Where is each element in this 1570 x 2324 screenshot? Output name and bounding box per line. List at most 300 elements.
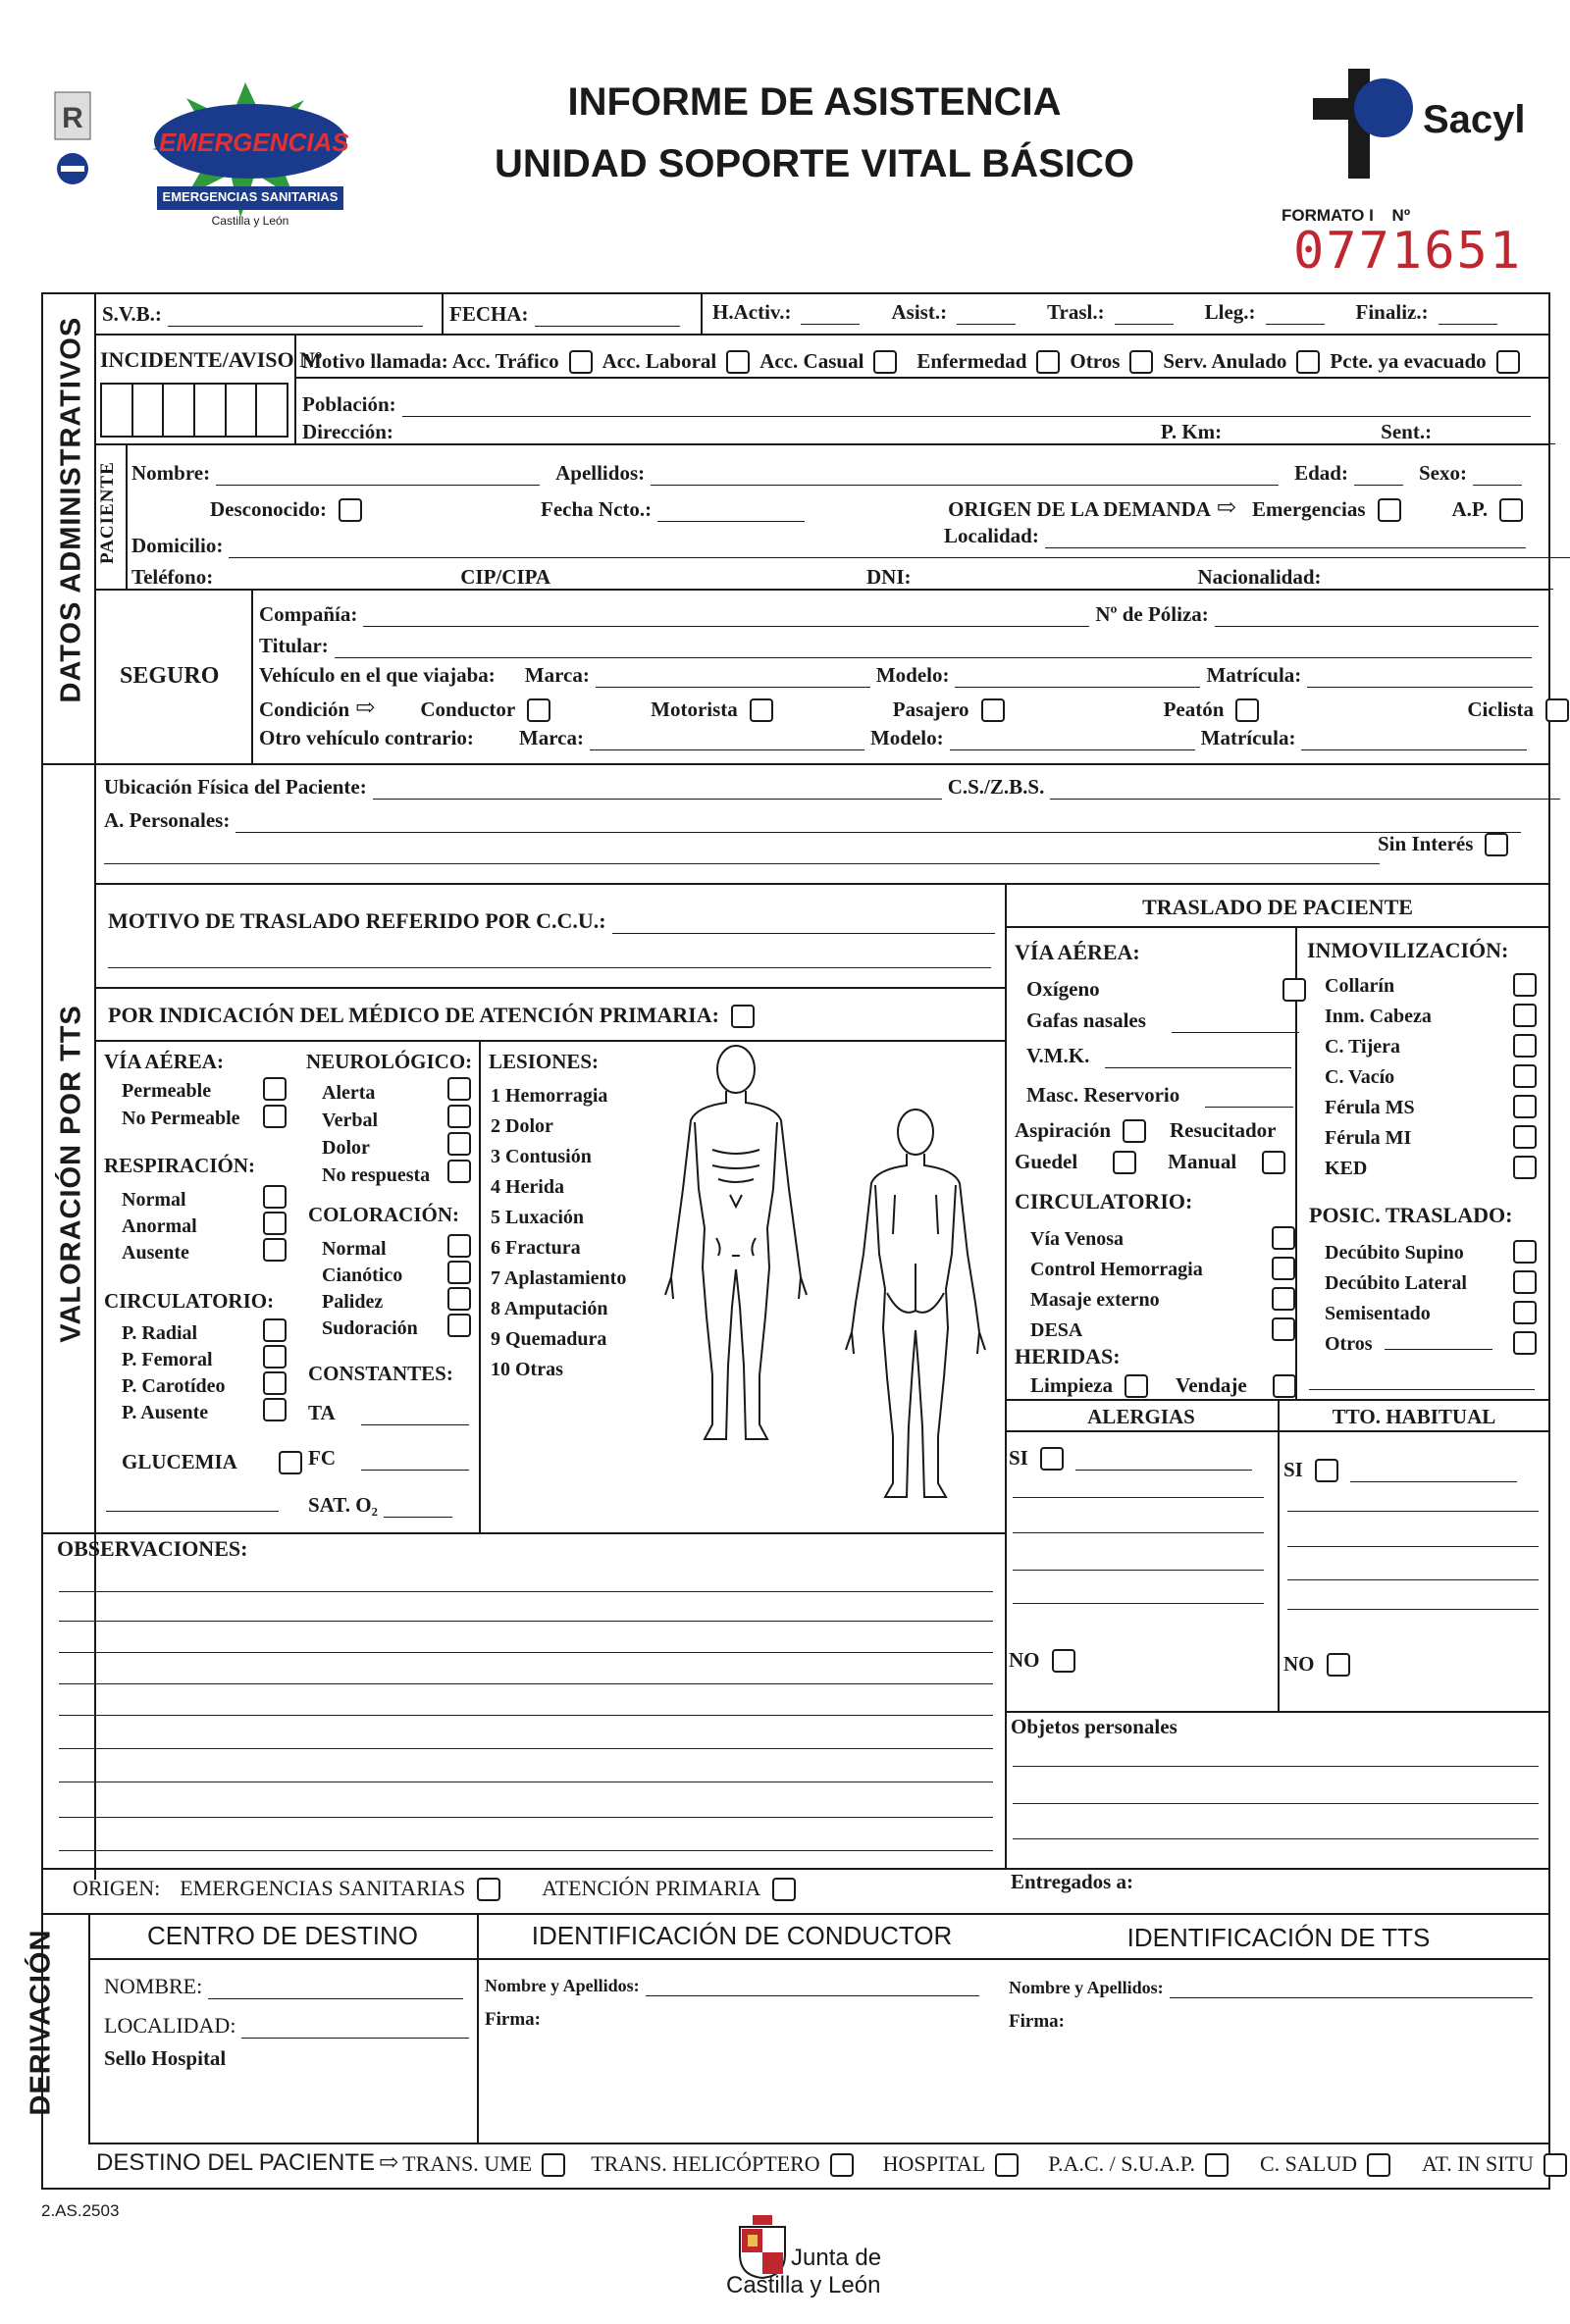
inm-cabeza-checkbox[interactable]: [1513, 1004, 1537, 1027]
cianotico-item: [322, 1263, 418, 1289]
c-tijera-item: C. Tijera: [1325, 1036, 1401, 1058]
poblacion-field[interactable]: [402, 398, 1531, 417]
lesion-item: 6 Fractura: [491, 1237, 581, 1259]
traslado-circulatorio-label: CIRCULATORIO:: [1015, 1189, 1193, 1214]
atencion-primaria-checkbox[interactable]: [772, 1878, 796, 1901]
poblacion-row: [302, 392, 1531, 417]
origen-row: [73, 1876, 802, 1901]
color-normal-checkbox[interactable]: [447, 1234, 471, 1258]
cip-label: CIP/CIPA: [460, 565, 551, 589]
conductor-checkbox[interactable]: [527, 698, 550, 722]
vendaje-label: Vendaje: [1176, 1373, 1247, 1397]
peaton-checkbox[interactable]: [1235, 698, 1259, 722]
emergencias-region-text: Castilla y León: [211, 214, 289, 228]
resp-anormal-checkbox[interactable]: [263, 1212, 287, 1235]
posic-list: [1325, 1238, 1492, 1360]
tto-label: TTO. HABITUAL: [1332, 1405, 1496, 1428]
junta-line2: Castilla y León: [726, 2272, 881, 2298]
trans-helicoptero-label: TRANS. HELICÓPTERO: [591, 2151, 820, 2176]
respiracion-list: [122, 1187, 197, 1266]
origen-label: ORIGEN:: [73, 1876, 161, 1900]
aspiracion-row: [1015, 1118, 1277, 1143]
times-group: [712, 300, 1497, 325]
dni-field[interactable]: [917, 571, 1192, 590]
no-permeable-item: [122, 1105, 240, 1132]
modelo-field[interactable]: [955, 669, 1200, 688]
emergencias-logo: [147, 80, 353, 228]
apersonales-field[interactable]: [236, 814, 1521, 833]
centro-localidad-row: [104, 2013, 469, 2039]
svg-text:R: R: [62, 102, 83, 134]
motivo-label: Motivo llamada:: [302, 349, 448, 373]
emergencias-sanitarias-checkbox[interactable]: [477, 1878, 500, 1901]
nombre-row: [131, 461, 1522, 486]
conductor-nombre-row: [485, 1976, 979, 1996]
decubito-lateral-checkbox[interactable]: [1513, 1270, 1537, 1294]
centro-localidad-label: LOCALIDAD:: [104, 2013, 236, 2038]
motivo-acc-trafico-checkbox[interactable]: [569, 350, 593, 374]
trans-ume-checkbox[interactable]: [542, 2153, 565, 2177]
pkm-field[interactable]: [1228, 426, 1365, 444]
decubito-lateral-item: Decúbito Lateral: [1325, 1272, 1467, 1294]
svb-field[interactable]: [168, 308, 423, 327]
domicilio-label: Domicilio:: [131, 534, 224, 557]
p-radial-checkbox[interactable]: [263, 1318, 287, 1342]
inmo-list: [1325, 971, 1432, 1184]
lesion-item: 9 Quemadura: [491, 1328, 607, 1350]
ciclista-checkbox[interactable]: [1545, 698, 1569, 722]
control-hemorragia-checkbox[interactable]: [1272, 1257, 1295, 1280]
palidez-checkbox[interactable]: [447, 1287, 471, 1311]
collarin-item: Collarín: [1325, 975, 1395, 997]
circulatorio-checkboxes: [257, 1317, 292, 1422]
alergias-label: ALERGIAS: [1087, 1405, 1195, 1428]
posic-checkboxes: [1507, 1236, 1543, 1358]
poliza-field[interactable]: [1215, 608, 1539, 627]
asist-field[interactable]: [957, 306, 1016, 325]
tto-si-field[interactable]: [1350, 1464, 1517, 1482]
p-carotideo-checkbox[interactable]: [263, 1371, 287, 1395]
semisentado-checkbox[interactable]: [1513, 1301, 1537, 1324]
pasajero-checkbox[interactable]: [981, 698, 1005, 722]
no-permeable-checkbox[interactable]: [263, 1105, 287, 1128]
formato-text: FORMATO I: [1282, 206, 1374, 225]
via-venosa-item: Vía Venosa: [1030, 1228, 1125, 1250]
masaje-externo-checkbox[interactable]: [1272, 1287, 1295, 1311]
centro-nombre-label: NOMBRE:: [104, 1974, 203, 1998]
motivo-serv-anulado-checkbox[interactable]: [1296, 350, 1320, 374]
vendaje-checkbox[interactable]: [1273, 1374, 1296, 1398]
motivo-acc-casual-checkbox[interactable]: [873, 350, 897, 374]
collarin-checkbox[interactable]: [1513, 973, 1537, 997]
verbal-checkbox[interactable]: [447, 1105, 471, 1128]
alerta-item: [322, 1079, 430, 1107]
sacyl-text: Sacyl: [1423, 98, 1526, 141]
glucemia-label: GLUCEMIA: [122, 1450, 237, 1473]
p-ausente-label: P. Ausente: [122, 1402, 209, 1423]
sin-interes-label: Sin Interés: [1378, 832, 1474, 855]
otros-checkbox[interactable]: [1513, 1331, 1537, 1355]
dni-label: DNI:: [866, 565, 912, 589]
fecha-group: [449, 302, 680, 327]
ferula-mi-checkbox[interactable]: [1513, 1125, 1537, 1149]
motivo-acc-laboral: Acc. Laboral: [602, 349, 717, 373]
otro-modelo-field[interactable]: [950, 732, 1195, 750]
ferula-mi-item: Férula MI: [1325, 1127, 1412, 1149]
nombre-field[interactable]: [216, 467, 540, 486]
motivo-pcte-evacuado-checkbox[interactable]: [1496, 350, 1520, 374]
condicion-label: Condición: [259, 697, 350, 721]
no-respuesta-checkbox[interactable]: [447, 1160, 471, 1183]
motivo-acc-trafico: Acc. Tráfico: [451, 349, 559, 373]
asist-label: Asist.:: [891, 300, 948, 324]
pasajero-label: Pasajero: [892, 697, 969, 721]
desconocido-checkbox[interactable]: [339, 498, 362, 522]
condicion-row: [259, 693, 1570, 722]
centro-nombre-field[interactable]: [208, 1981, 463, 1999]
vmk-row: [1026, 1044, 1291, 1068]
emergencias-checkbox[interactable]: [1378, 498, 1401, 522]
resp-ausente-label: Ausente: [122, 1242, 189, 1264]
p-radial-item: [122, 1320, 226, 1347]
lesion-item: 2 Dolor: [491, 1115, 553, 1137]
lesion-item: 1 Hemorragia: [491, 1085, 608, 1107]
conductor-nombre-field[interactable]: [646, 1978, 979, 1996]
traslado-circ-list: [1030, 1224, 1203, 1346]
marca-label: Marca:: [524, 663, 590, 687]
motivo-row: [302, 349, 1526, 374]
lesion-item: 5 Luxación: [491, 1207, 585, 1228]
numero-label: Nº: [1391, 206, 1411, 225]
emergencias-label: Emergencias: [1252, 497, 1366, 521]
sent-field[interactable]: [1438, 426, 1555, 444]
matricula-field[interactable]: [1307, 669, 1533, 688]
ferula-ms-checkbox[interactable]: [1513, 1095, 1537, 1118]
hactiv-label: H.Activ.:: [712, 300, 792, 324]
origen-demanda-label: ORIGEN DE LA DEMANDA: [948, 497, 1211, 521]
p-carotideo-item: [122, 1373, 226, 1400]
motivo-serv-anulado: Serv. Anulado: [1163, 349, 1287, 373]
telefono-field[interactable]: [219, 571, 454, 590]
cianotico-label: Cianótico: [322, 1265, 403, 1286]
direccion-label: Dirección:: [302, 420, 393, 443]
guedel-checkbox[interactable]: [1113, 1151, 1136, 1174]
resp-anormal-item: [122, 1214, 197, 1240]
respiracion-checkboxes: [257, 1183, 292, 1263]
centro-localidad-field[interactable]: [241, 2020, 469, 2039]
apellidos-field[interactable]: [651, 467, 1279, 486]
trans-ume-label: TRANS. UME: [402, 2151, 533, 2176]
constantes-label: CONSTANTES:: [308, 1362, 453, 1385]
inmo-checkboxes: [1507, 969, 1543, 1182]
sin-interes-checkbox[interactable]: [1485, 833, 1508, 856]
motivo-otros-checkbox[interactable]: [1129, 350, 1153, 374]
manual-checkbox[interactable]: [1262, 1151, 1285, 1174]
otro-matricula-label: Matrícula:: [1200, 726, 1296, 749]
pkm-label: P. Km:: [1160, 420, 1223, 443]
traslado-via-aerea-label: VÍA AÉREA:: [1015, 940, 1140, 964]
alerta-checkbox[interactable]: [447, 1077, 471, 1101]
permeable-checkbox[interactable]: [263, 1077, 287, 1101]
indicacion-checkbox[interactable]: [731, 1005, 755, 1028]
ta-field[interactable]: [361, 1407, 469, 1425]
form-title-line1: INFORME DE ASISTENCIA: [567, 80, 1062, 124]
otro-marca-field[interactable]: [590, 732, 864, 750]
titular-label: Titular:: [259, 634, 329, 657]
motivo-pcte-evacuado: Pcte. ya evacuado: [1330, 349, 1487, 373]
sudoracion-checkbox[interactable]: [447, 1314, 471, 1337]
alergias-no-checkbox[interactable]: [1052, 1649, 1075, 1673]
masc-row: [1026, 1083, 1293, 1108]
titular-field[interactable]: [335, 640, 1532, 658]
hactiv-field[interactable]: [801, 306, 860, 325]
glucemia-checkbox[interactable]: [279, 1451, 302, 1474]
alergias-si-field[interactable]: [1075, 1452, 1252, 1471]
c-salud-checkbox[interactable]: [1367, 2153, 1390, 2177]
edad-field[interactable]: [1354, 467, 1403, 486]
via-venosa-checkbox[interactable]: [1272, 1226, 1295, 1250]
vehiculo-row: [259, 663, 1533, 688]
pac-suap-label: P.A.C. / S.U.A.P.: [1048, 2151, 1195, 2176]
color-normal-label: Normal: [322, 1238, 387, 1260]
ta-label: TA: [308, 1401, 336, 1424]
ubicacion-field[interactable]: [373, 781, 942, 800]
peaton-label: Peatón: [1163, 697, 1225, 721]
indicacion-row: [108, 1003, 760, 1028]
ap-label: A.P.: [1451, 497, 1489, 521]
tts-nombre-label: Nombre y Apellidos:: [1009, 1978, 1164, 1997]
incidente-boxes[interactable]: [100, 383, 288, 438]
decubito-supino-checkbox[interactable]: [1513, 1240, 1537, 1264]
heridas-label: HERIDAS:: [1015, 1344, 1121, 1369]
destino-label: DESTINO DEL PACIENTE: [96, 2149, 376, 2176]
no-permeable-label: No Permeable: [122, 1108, 240, 1129]
tts-nombre-row: [1009, 1978, 1533, 1998]
otro-matricula-field[interactable]: [1301, 732, 1527, 750]
apersonales-row: [104, 808, 1521, 833]
poliza-label: Nº de Póliza:: [1095, 602, 1209, 626]
guedel-label: Guedel: [1015, 1150, 1078, 1173]
fecha-ncto-field[interactable]: [657, 503, 805, 522]
no-respuesta-label: No respuesta: [322, 1164, 431, 1186]
inm-cabeza-item: Inm. Cabeza: [1325, 1006, 1432, 1027]
ked-checkbox[interactable]: [1513, 1156, 1537, 1179]
decubito-supino-item: Decúbito Supino: [1325, 1242, 1464, 1264]
sin-interes-row: [1378, 832, 1514, 856]
gafas-label: Gafas nasales: [1026, 1008, 1146, 1032]
compania-label: Compañía:: [259, 602, 358, 626]
apersonales-label: A. Personales:: [104, 808, 231, 832]
ta-row: [308, 1401, 469, 1425]
desa-checkbox[interactable]: [1272, 1317, 1295, 1341]
sello-label: Sello Hospital: [104, 2046, 227, 2070]
dolor-checkbox[interactable]: [447, 1132, 471, 1156]
motivo-enfermedad-checkbox[interactable]: [1036, 350, 1060, 374]
pac-suap-checkbox[interactable]: [1205, 2153, 1229, 2177]
traslado-circ-checkboxes: [1266, 1222, 1301, 1344]
nacionalidad-field[interactable]: [1328, 571, 1553, 590]
color-normal-item: [322, 1236, 418, 1263]
oxigeno-checkbox[interactable]: [1282, 978, 1306, 1002]
resucitador-label: Resucitador: [1170, 1118, 1277, 1142]
modelo-label: Modelo:: [875, 663, 950, 687]
c-tijera-checkbox[interactable]: [1513, 1034, 1537, 1058]
lesion-item: 7 Aplastamiento: [491, 1267, 627, 1289]
motivo-ccu-field[interactable]: [612, 915, 995, 934]
condicion-arrow-icon: ⇨: [355, 696, 376, 721]
centro-nombre-row: [104, 1974, 463, 1999]
form-title-line2: UNIDAD SOPORTE VITAL BÁSICO: [495, 142, 1134, 185]
sacyl-logo: [1311, 65, 1546, 182]
emergencias-sanitarias-label: EMERGENCIAS SANITARIAS: [180, 1876, 466, 1900]
p-femoral-checkbox[interactable]: [263, 1345, 287, 1369]
lesiones-list: [491, 1081, 626, 1385]
motivo-otros: Otros: [1070, 349, 1121, 373]
vmk-field[interactable]: [1105, 1050, 1291, 1068]
junta-line1: Junta de: [791, 2245, 882, 2271]
palidez-label: Palidez: [322, 1291, 384, 1313]
entregados-label: Entregados a:: [1011, 1870, 1134, 1893]
lleg-field[interactable]: [1266, 306, 1325, 325]
finaliz-label: Finaliz.:: [1355, 300, 1429, 324]
otros-field[interactable]: [1385, 1331, 1492, 1350]
ubicacion-label: Ubicación Física del Paciente:: [104, 775, 367, 799]
resp-anormal-label: Anormal: [122, 1215, 197, 1237]
respiracion-label: RESPIRACIÓN:: [104, 1154, 256, 1177]
inmovilizacion-label: INMOVILIZACIÓN:: [1307, 938, 1509, 962]
fc-row: [308, 1446, 469, 1471]
hospital-label: HOSPITAL: [882, 2151, 986, 2176]
masc-field[interactable]: [1205, 1089, 1293, 1108]
localidad-label: Localidad:: [944, 524, 1039, 547]
motivo-ccu-label: MOTIVO DE TRASLADO REFERIDO POR C.C.U.:: [108, 908, 606, 933]
lesiones-label: LESIONES:: [489, 1050, 600, 1073]
fc-field[interactable]: [361, 1452, 469, 1471]
cszbs-label: C.S./Z.B.S.: [947, 775, 1045, 799]
at-in-situ-checkbox[interactable]: [1544, 2153, 1567, 2177]
p-ausente-checkbox[interactable]: [263, 1398, 287, 1421]
alergias-si-checkbox[interactable]: [1040, 1447, 1064, 1471]
alergias-si-row: [1009, 1446, 1252, 1471]
aspiracion-checkbox[interactable]: [1123, 1119, 1146, 1143]
tts-firma-label: Firma:: [1009, 2011, 1065, 2032]
palidez-item: [322, 1289, 418, 1316]
sexo-label: Sexo:: [1418, 461, 1467, 485]
resp-normal-label: Normal: [122, 1189, 186, 1211]
observaciones-label: OBSERVACIONES:: [57, 1536, 248, 1561]
emergencias-logo-text: EMERGENCIAS: [159, 128, 349, 157]
direccion-field[interactable]: [399, 426, 1155, 444]
p-carotideo-label: P. Carotídeo: [122, 1375, 226, 1397]
guedel-row: [1015, 1150, 1291, 1174]
cszbs-field[interactable]: [1050, 781, 1560, 800]
masaje-externo-item: Masaje externo: [1030, 1289, 1160, 1311]
ubicacion-row: [104, 775, 1560, 800]
lleg-label: Lleg.:: [1204, 300, 1256, 324]
motorista-checkbox[interactable]: [750, 698, 773, 722]
domicilio-field[interactable]: [229, 540, 1570, 558]
destino-arrow-icon: ⇨: [379, 2150, 399, 2176]
direccion-row: [302, 420, 1555, 444]
destino-row: [96, 2148, 1570, 2177]
motivo-enfermedad: Enfermedad: [916, 349, 1027, 373]
resp-ausente-checkbox[interactable]: [263, 1238, 287, 1262]
titular-row: [259, 634, 1532, 658]
c-salud-label: C. SALUD: [1260, 2151, 1358, 2176]
sat-label: SAT. O₂: [308, 1493, 378, 1517]
color-list: [322, 1236, 418, 1342]
c-vacio-checkbox[interactable]: [1513, 1064, 1537, 1088]
edad-label: Edad:: [1294, 461, 1348, 485]
trasl-field[interactable]: [1115, 306, 1174, 325]
marca-field[interactable]: [596, 669, 870, 688]
tto-no-label: NO: [1283, 1652, 1315, 1676]
seguro-label: SEGURO: [120, 663, 220, 689]
at-in-situ-label: AT. IN SITU: [1422, 2151, 1534, 2176]
conductor-label: Conductor: [420, 697, 516, 721]
cip-field[interactable]: [556, 571, 861, 590]
circulatorio-label: CIRCULATORIO:: [104, 1289, 275, 1313]
cianotico-checkbox[interactable]: [447, 1261, 471, 1284]
poblacion-label: Población:: [302, 392, 396, 416]
paciente-label: PACIENTE: [97, 461, 118, 564]
resp-normal-checkbox[interactable]: [263, 1185, 287, 1209]
tto-si-checkbox[interactable]: [1315, 1459, 1338, 1482]
otro-marca-label: Marca:: [518, 726, 584, 749]
circulatorio-list: [122, 1320, 226, 1426]
resp-normal-item: [122, 1187, 197, 1214]
p-radial-label: P. Radial: [122, 1322, 198, 1344]
dolor-item: [322, 1134, 430, 1162]
gafas-field[interactable]: [1172, 1014, 1299, 1033]
motorista-label: Motorista: [651, 697, 738, 721]
alerta-label: Alerta: [322, 1082, 376, 1104]
masc-label: Masc. Reservorio: [1026, 1083, 1180, 1107]
tto-no-checkbox[interactable]: [1327, 1653, 1350, 1677]
motivo-acc-casual: Acc. Casual: [759, 349, 864, 373]
gafas-row: [1026, 1008, 1299, 1033]
ap-checkbox[interactable]: [1499, 498, 1523, 522]
limpieza-label: Limpieza: [1030, 1373, 1113, 1397]
nombre-label: Nombre:: [131, 461, 211, 485]
hospital-checkbox[interactable]: [995, 2153, 1019, 2177]
body-back-diagram[interactable]: [832, 1107, 999, 1509]
centro-destino-title: CENTRO DE DESTINO: [147, 1921, 418, 1950]
oxigeno-row: [1026, 977, 1312, 1002]
body-front-diagram[interactable]: [648, 1042, 824, 1454]
p-femoral-label: P. Femoral: [122, 1349, 213, 1370]
tts-nombre-field[interactable]: [1170, 1980, 1533, 1998]
fecha-ncto-label: Fecha Ncto.:: [541, 497, 653, 521]
limpieza-checkbox[interactable]: [1125, 1374, 1148, 1398]
fecha-field[interactable]: [535, 308, 680, 327]
coloracion-label: COLORACIÓN:: [308, 1203, 460, 1226]
lesion-item: 10 Otras: [491, 1359, 563, 1380]
conductor-firma-label: Firma:: [485, 2009, 541, 2030]
sexo-field[interactable]: [1473, 467, 1522, 486]
ked-item: KED: [1325, 1158, 1368, 1179]
ferula-ms-item: Férula MS: [1325, 1097, 1415, 1118]
trasl-label: Trasl.:: [1047, 300, 1105, 324]
finaliz-field[interactable]: [1439, 306, 1497, 325]
otro-vehiculo-row: [259, 726, 1527, 750]
tts-title: IDENTIFICACIÓN DE TTS: [1126, 1923, 1431, 1952]
desa-item: DESA: [1030, 1319, 1083, 1341]
compania-field[interactable]: [363, 608, 1089, 627]
motivo-acc-laboral-checkbox[interactable]: [726, 350, 750, 374]
trans-helicoptero-checkbox[interactable]: [830, 2153, 854, 2177]
sat-field[interactable]: [384, 1499, 452, 1518]
